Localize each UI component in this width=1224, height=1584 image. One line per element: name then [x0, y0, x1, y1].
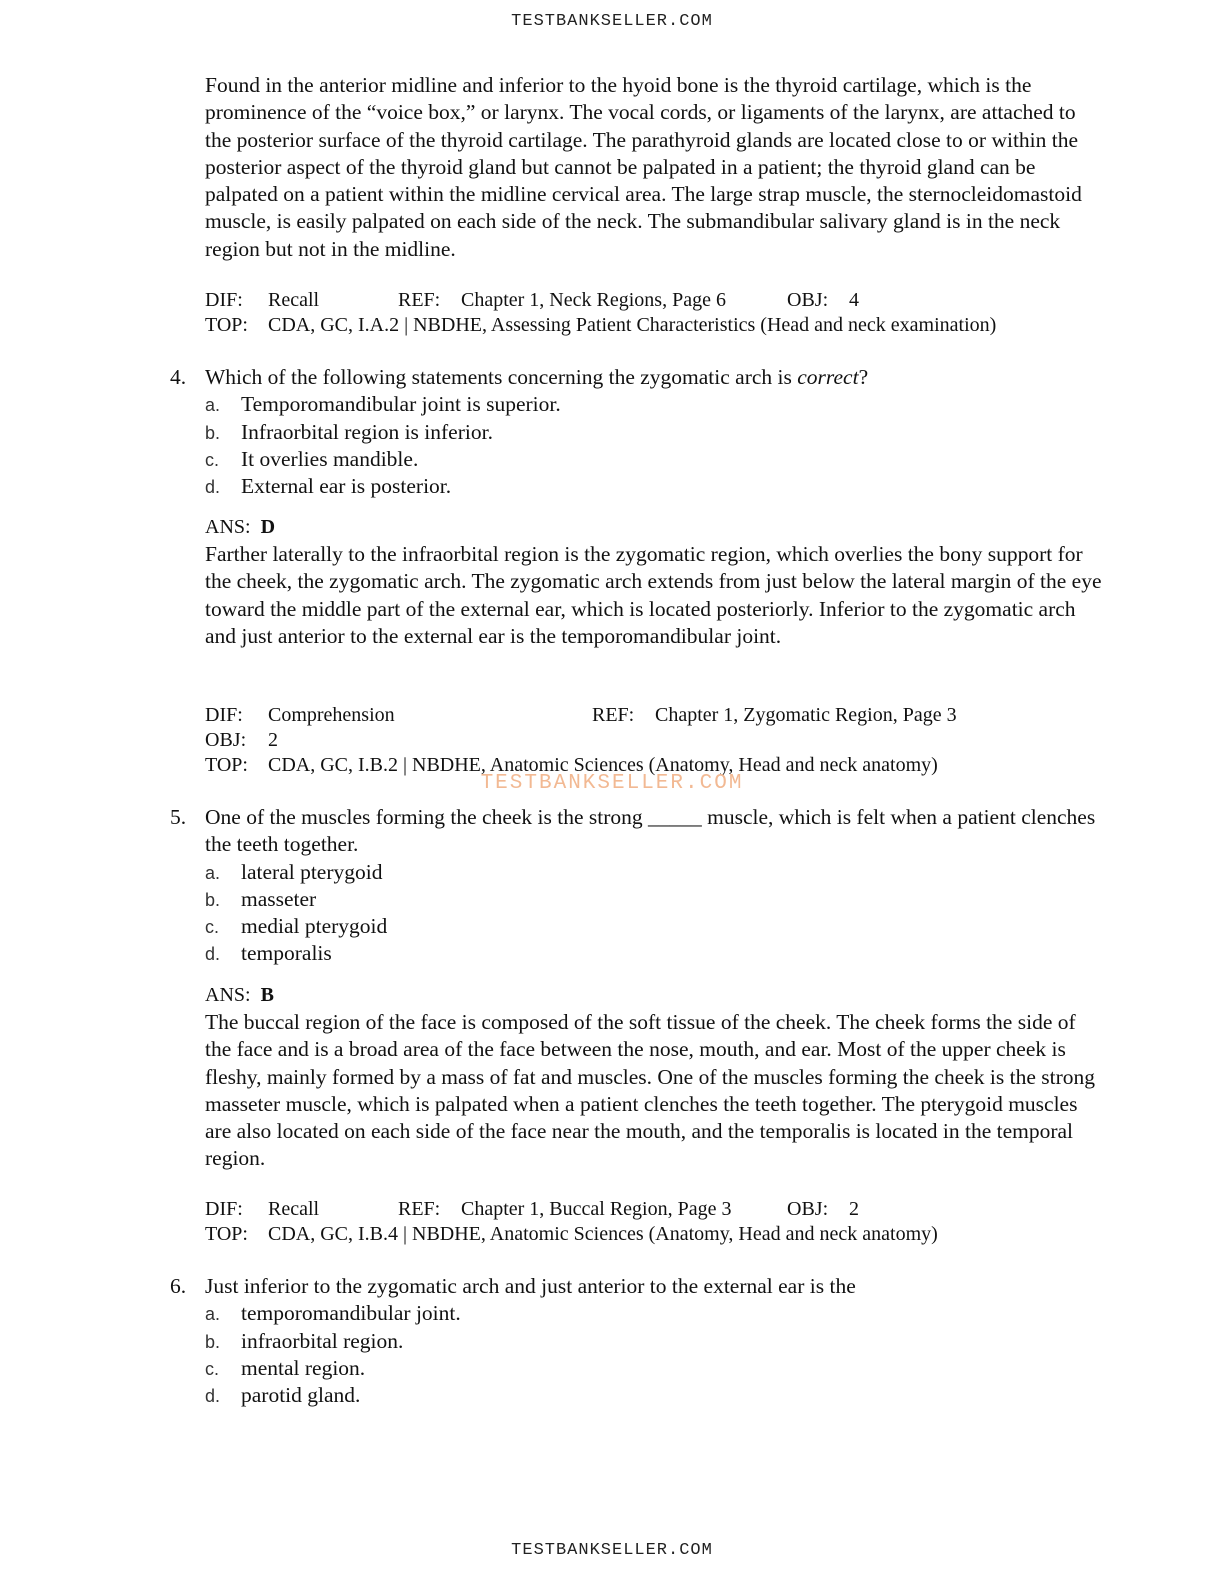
top-label: TOP:: [205, 1223, 248, 1245]
option-text: infraorbital region.: [241, 1328, 404, 1353]
option-text: Temporomandibular joint is superior.: [241, 392, 561, 417]
ans-label: ANS:: [205, 516, 251, 538]
q4-rationale: Farther laterally to the infraorbital region is the zygomatic region, which overlies the bony support for the cheek, the zygomatic arch. The zygomatic arch extends from just below the lateral margin of the eye toward the middle part of the external ear, which is located posteriorly. Inferior to the zygomatic arch and just anterior to the external ear is the temporomandibular joint.: [205, 542, 1102, 648]
option-text: Infraorbital region is inferior.: [241, 419, 493, 444]
option-d[interactable]: [205, 940, 1110, 967]
ref-value: Chapter 1, Neck Regions, Page 6: [461, 289, 726, 311]
obj-label: OBJ:: [205, 729, 247, 751]
dif-label: DIF:: [205, 289, 243, 311]
option-d[interactable]: [205, 1382, 1110, 1409]
page-footer: TESTBANKSELLER.COM: [511, 1541, 713, 1560]
option-c[interactable]: [205, 446, 1110, 473]
option-text: parotid gland.: [241, 1383, 361, 1408]
option-c[interactable]: [205, 1355, 1110, 1382]
dif-value: Recall: [268, 289, 320, 311]
question-number: 5.: [170, 805, 187, 829]
q3-meta-line1: [205, 288, 1105, 313]
obj-label: OBJ:: [787, 289, 829, 311]
q4-meta: [205, 703, 1105, 778]
option-letter: c.: [205, 449, 220, 470]
question-5: [170, 804, 1110, 968]
ans-value: B: [260, 984, 274, 1006]
obj-value: 4: [849, 289, 859, 311]
dif-label: DIF:: [205, 1198, 243, 1220]
ans-value: D: [260, 516, 276, 538]
stem-text: Which of the following statements concerning the zygomatic arch is: [205, 365, 798, 389]
answer-line: [205, 514, 1105, 541]
q4-meta-line2: [205, 728, 1105, 753]
q5-meta: [205, 1197, 1105, 1247]
q3-meta-line2: [205, 313, 1105, 338]
q4-answer-block: [205, 514, 1105, 650]
option-text: masseter: [241, 886, 317, 911]
q3-rationale: Found in the anterior midline and inferior to the hyoid bone is the thyroid cartilage, which is the prominence of the “voice box,” or larynx. The vocal cords, or ligaments of the larynx, are attached to the posterior surface of the thyroid cartilage. The parathyroid glands are located close to or within the posterior aspect of the thyroid gland but cannot be palpated in a patient; the thyroid gland can be palpated on a patient within the midline cervical area. The large strap muscle, the sternocleidomastoid muscle, is easily palpated on each side of the neck. The submandibular salivary gland is in the neck region but not in the midline.: [205, 73, 1082, 261]
question-stem: One of the muscles forming the cheek is the strong _____ muscle, which is felt when a patient clenches the teeth together.: [205, 805, 1096, 857]
q3-meta: [205, 288, 1105, 338]
option-b[interactable]: [205, 419, 1110, 446]
stem-end: ?: [858, 365, 869, 389]
top-value: CDA, GC, I.A.2 | NBDHE, Assessing Patient Characteristics (Head and neck examination): [268, 314, 997, 336]
option-text: lateral pterygoid: [241, 859, 383, 884]
option-letter: d.: [205, 944, 221, 965]
ref-label: REF:: [398, 289, 441, 311]
option-text: External ear is posterior.: [241, 474, 452, 499]
question-stem: Just inferior to the zygomatic arch and just anterior to the external ear is the: [205, 1274, 856, 1298]
dif-value: Recall: [268, 1198, 320, 1220]
option-letter: a.: [205, 1304, 221, 1325]
dif-label: DIF:: [205, 704, 243, 726]
options-list: [205, 1300, 1110, 1409]
ref-value: Chapter 1, Buccal Region, Page 3: [461, 1198, 732, 1220]
option-a[interactable]: [205, 391, 1110, 418]
q5-rationale: The buccal region of the face is composed of the soft tissue of the cheek. The cheek forms the side of the face and is a broad area of the face between the nose, mouth, and ear. Most of the upper cheek is fleshy, mainly formed by a mass of fat and muscles. One of the muscles forming the cheek is the strong masseter muscle, which is palpated when a patient clenches the teeth together. The pterygoid muscles are also located on each side of the face near the mouth, and the temporalis is located in the temporal region.: [205, 1010, 1096, 1171]
option-b[interactable]: [205, 1328, 1110, 1355]
option-letter: a.: [205, 395, 221, 416]
option-c[interactable]: [205, 913, 1110, 940]
question-4: [170, 364, 1110, 500]
option-letter: d.: [205, 1386, 221, 1407]
q5-meta-line2: [205, 1222, 1105, 1247]
option-a[interactable]: [205, 1300, 1110, 1327]
question-number: 4.: [170, 365, 187, 389]
ans-label: ANS:: [205, 984, 251, 1006]
obj-value: 2: [268, 729, 278, 751]
option-b[interactable]: [205, 886, 1110, 913]
q5-answer-block: [205, 982, 1105, 1173]
stem-emphasis: correct: [797, 365, 859, 389]
option-text: mental region.: [241, 1355, 366, 1380]
option-letter: d.: [205, 477, 221, 498]
option-letter: b.: [205, 1331, 221, 1352]
dif-value: Comprehension: [268, 704, 395, 726]
ref-value: Chapter 1, Zygomatic Region, Page 3: [655, 704, 957, 726]
option-letter: b.: [205, 889, 221, 910]
option-letter: a.: [205, 862, 221, 883]
option-text: temporalis: [241, 941, 332, 966]
options-list: [205, 391, 1110, 500]
obj-value: 2: [849, 1198, 859, 1220]
question-6: [170, 1273, 1110, 1409]
q5-meta-line1: [205, 1197, 1105, 1222]
question-number: 6.: [170, 1274, 187, 1298]
option-letter: c.: [205, 917, 220, 938]
obj-label: OBJ:: [787, 1198, 829, 1220]
q4-meta-line1: [205, 703, 1105, 728]
top-label: TOP:: [205, 754, 248, 776]
option-letter: b.: [205, 422, 221, 443]
options-list: [205, 859, 1110, 968]
page-header: TESTBANKSELLER.COM: [511, 12, 713, 31]
option-text: temporomandibular joint.: [241, 1301, 461, 1326]
top-value: CDA, GC, I.B.2 | NBDHE, Anatomic Sciences (Anatomy, Head and neck anatomy): [268, 754, 938, 776]
option-a[interactable]: [205, 859, 1110, 886]
option-text: medial pterygoid: [241, 914, 388, 939]
top-label: TOP:: [205, 314, 248, 336]
ref-label: REF:: [592, 704, 635, 726]
q3-rationale-block: [205, 72, 1105, 263]
option-d[interactable]: [205, 473, 1110, 500]
watermark: TESTBANKSELLER.COM: [480, 772, 744, 795]
answer-line: [205, 982, 1105, 1009]
ref-label: REF:: [398, 1198, 441, 1220]
option-letter: c.: [205, 1358, 220, 1379]
option-text: It overlies mandible.: [241, 446, 419, 471]
question-stem: [205, 364, 1110, 391]
top-value: CDA, GC, I.B.4 | NBDHE, Anatomic Sciences (Anatomy, Head and neck anatomy): [268, 1223, 938, 1245]
